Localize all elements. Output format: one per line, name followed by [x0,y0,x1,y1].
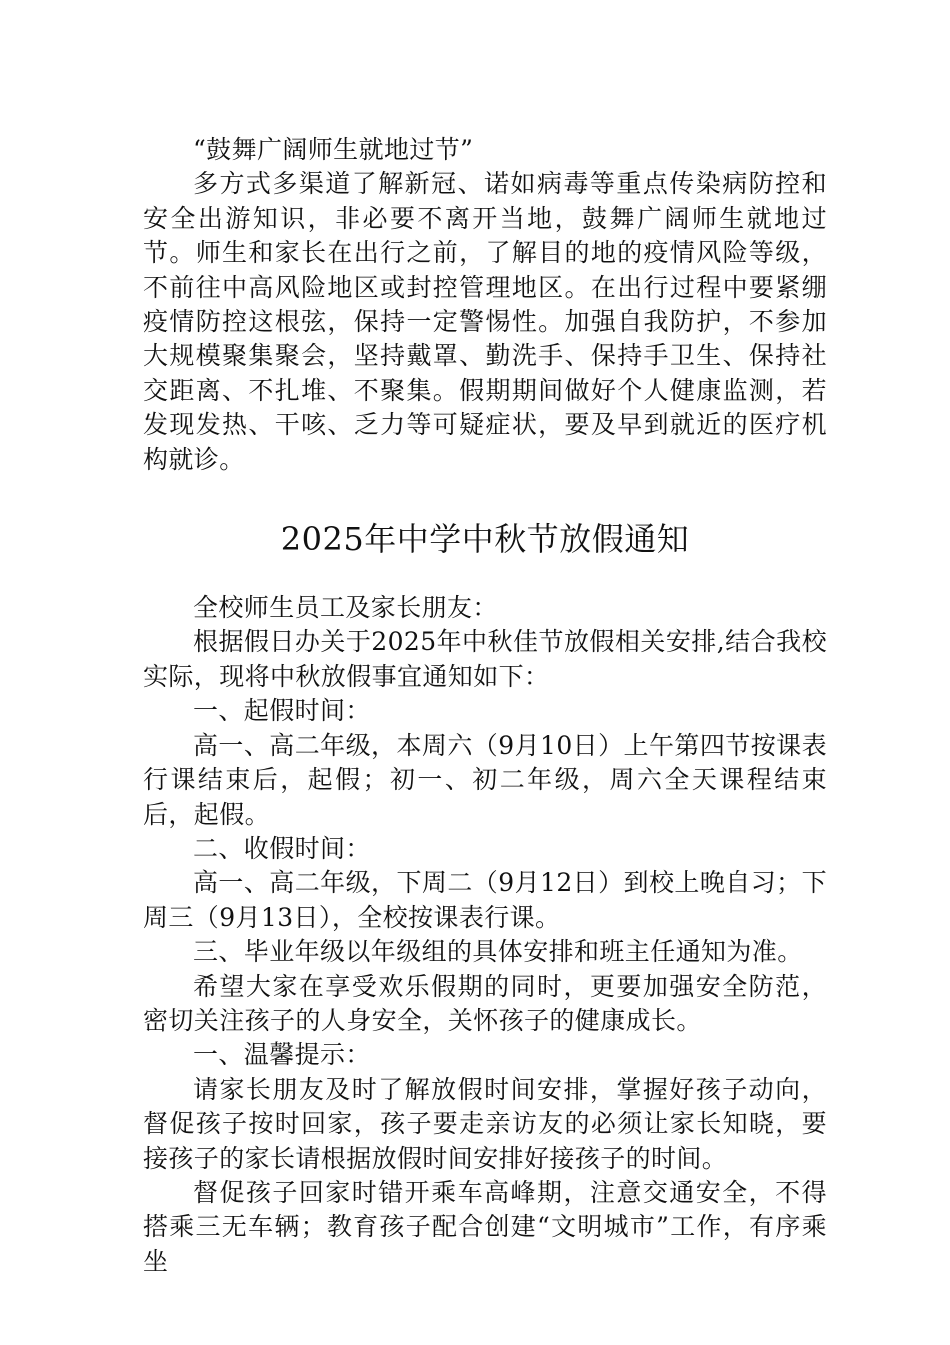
item3-text: 三、毕业年级以年级组的具体安排和班主任通知为准。 [193,937,803,967]
tips-paragraph-2: 督促孩子回家时错开乘车高峰期，注意交通安全，不得搭乘三无车辆；教育孩子配合创建“文明城市”工作，有序乘坐 [143,1177,827,1276]
title-spacer [143,561,827,591]
item2-body: 高一、高二年级，下周二（9月12日）到校上晚自习；下周三（9月13日），全校按课表行课。 [143,868,827,932]
section-body: 多方式多渠道了解新冠、诺如病毒等重点传染病防控和安全出游知识，非必要不离开当地，鼓舞广阔师生就地过节。师生和家长在出行之前，了解目的地的疫情风险等级，不前往中高风险地区或封控管理地区。在出行过程中要紧绷疫情防控这根弦，保持一定警惕性。加强自我防护，不参加大规模聚集聚会，坚持戴罩、勤洗手、保持手卫生、保持社交距离、不扎堆、不聚集。假期期间做好个人健康监测，若发现发热、干咳、乏力等可疑症状，要及早到就近的医疗机构就诊。 [143,169,827,474]
tips-paragraph-1: 请家长朋友及时了解放假时间安排，掌握好孩子动向，督促孩子按时回家，孩子要走亲访友的必须让家长知晓，要接孩子的家长请根据放假时间安排好接孩子的时间。 [143,1074,827,1173]
holiday-notice [143,517,827,1279]
item2-heading: 二、收假时间： [193,833,371,863]
item1-body: 高一、高二年级，本周六（9月10日）上午第四节按课表行课结束后，起假；初一、初二年级，周六全天课程结束后，起假。 [143,730,827,829]
notice-salutation: 全校师生员工及家长朋友： [193,593,498,623]
item1-heading: 一、起假时间： [193,696,371,726]
tips-heading: 一、温馨提示： [193,1040,371,1070]
notice-title: 2025年中学中秋节放假通知 [280,520,690,559]
hope-paragraph: 希望大家在享受欢乐假期的同时，更要加强安全防范，密切关注孩子的人身安全，关怀孩子的健康成长。 [143,971,827,1035]
document-page [143,133,827,1279]
prevention-section [143,133,827,477]
section-heading: “鼓舞广阔师生就地过节” [193,135,474,164]
notice-intro: 根据假日办关于2025年中秋佳节放假相关安排,结合我校实际，现将中秋放假事宜通知如下： [143,627,827,691]
